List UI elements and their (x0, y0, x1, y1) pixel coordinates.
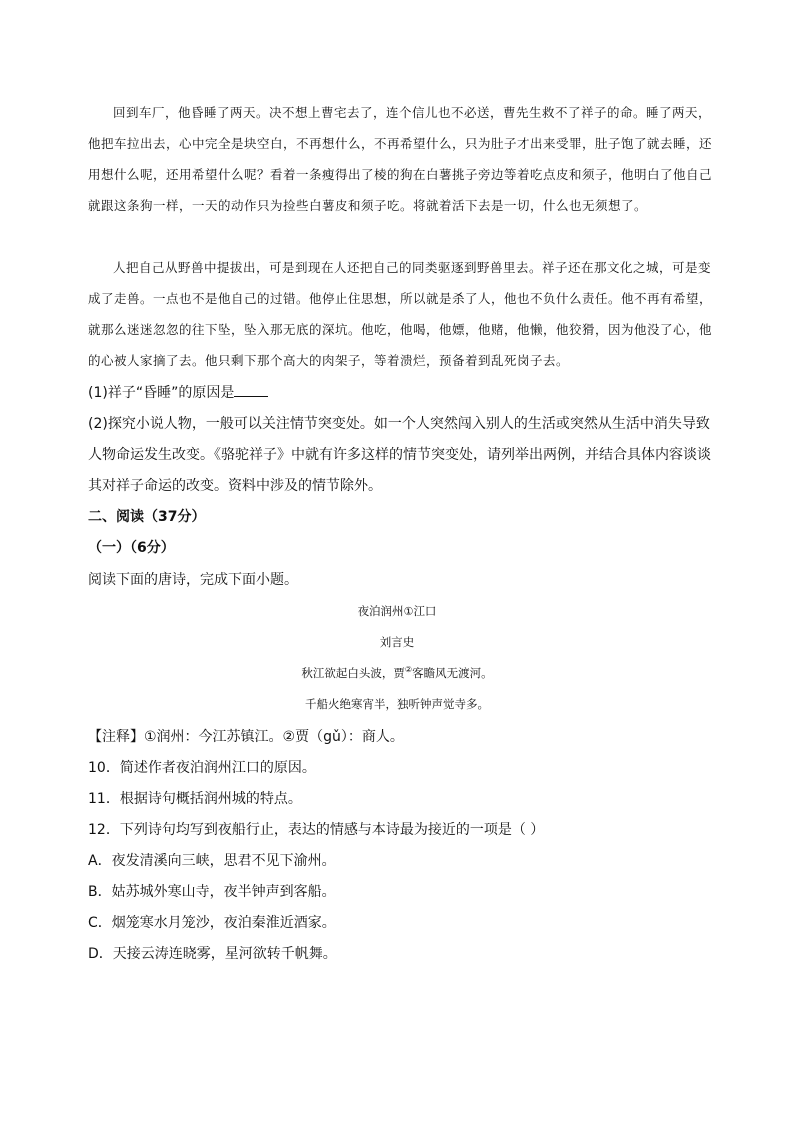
subsection-title: （一）（6分） (88, 540, 175, 556)
option-d[interactable]: D．天接云涛连晓雾，星河欲转千帆舞。 (88, 946, 337, 962)
note-marker-1: ① (403, 605, 414, 618)
poem-title (0, 596, 794, 627)
option-a[interactable]: A．夜发清溪向三峡，思君不见下渝州。 (88, 853, 336, 869)
question-12: 12．下列诗句均写到夜船行止，表达的情感与本诗最为接近的一项是（ ） (88, 822, 545, 838)
passage-text-2: 人把自己从野兽中提拔出，可是到现在人还把自己的同类驱逐到野兽里去。祥子还在那文化之城，可是变成了走兽。一点也不是他自己的过错。他停止住思想，所以就是杀了人，他也不负什么责任。他不再有希望，就那么迷迷忽忽的往下坠，坠入那无底的深坑。他吃，他喝，他嫖，他赌，他懒，他狡猾，因为他没了心，他的心被人家摘了去。他只剩下那个高大的肉架子，等着溃烂，预备着到乱死岗子去。 (88, 260, 713, 368)
passage-paragraph-1 (88, 97, 720, 221)
poem-title-tail: 江口 (413, 604, 437, 618)
question-11: 11．根据诗句概括润州城的特点。 (88, 791, 302, 807)
poem-line-1-a: 秋江欲起白头波，贾 (301, 666, 405, 680)
poem-line-1-b: 客瞻风无渡河。 (412, 666, 493, 680)
question-2: (2)探究小说人物，一般可以关注情节突变处。如一个人突然闯入别人的生活或突然从生活中消失导致人物命运发生改变。《骆驼祥子》中就有许多这样的情节突变处，请列举出两例，并结合具体内容谈谈其对祥子命运的改变。资料中涉及的情节除外。 (88, 416, 711, 494)
answer-blank[interactable] (234, 382, 268, 397)
passage-text-1: 回到车厂，他昏睡了两天。决不想上曹宅去了，连个信儿也不必送，曹先生救不了祥子的命。睡了两天，他把车拉出去，心中完全是块空白，不再想什么，不再希望什么，只为肚子才出来受罪，肚子饱了就去睡，还用想什么呢，还用希望什么呢？看着一条瘦得出了棱的狗在白薯挑子旁边等着吃点皮和须子，他明白了他自己就跟这条狗一样，一天的动作只为捡些白薯皮和须子吃。将就着活下去是一切，什么也无须想了。 (88, 105, 713, 213)
poem-line-1 (0, 658, 794, 688)
section-title: 二、阅读（37分） (88, 509, 206, 525)
poem-line-2: 千船火绝寒宵半，独听钟声觉寺多。 (305, 697, 489, 711)
note-marker-2: ② (404, 665, 413, 675)
option-c[interactable]: C．烟笼寒水月笼沙，夜泊秦淮近酒家。 (88, 915, 336, 931)
question-1-text: (1)祥子“昏睡”的原因是 (88, 385, 235, 401)
poem-author: 刘言史 (379, 635, 415, 649)
question-10: 10．简述作者夜泊润州江口的原因。 (88, 760, 316, 776)
reading-instruction: 阅读下面的唐诗，完成下面小题。 (88, 572, 298, 588)
option-b[interactable]: B．姑苏城外寒山寺，夜半钟声到客船。 (88, 884, 336, 900)
annotation: 【注释】①润州：今江苏镇江。②贾（gǔ）：商人。 (88, 729, 404, 745)
poem-title-text: 夜泊润州 (357, 604, 404, 618)
question-1 (88, 378, 720, 409)
passage-paragraph-2 (88, 252, 720, 376)
